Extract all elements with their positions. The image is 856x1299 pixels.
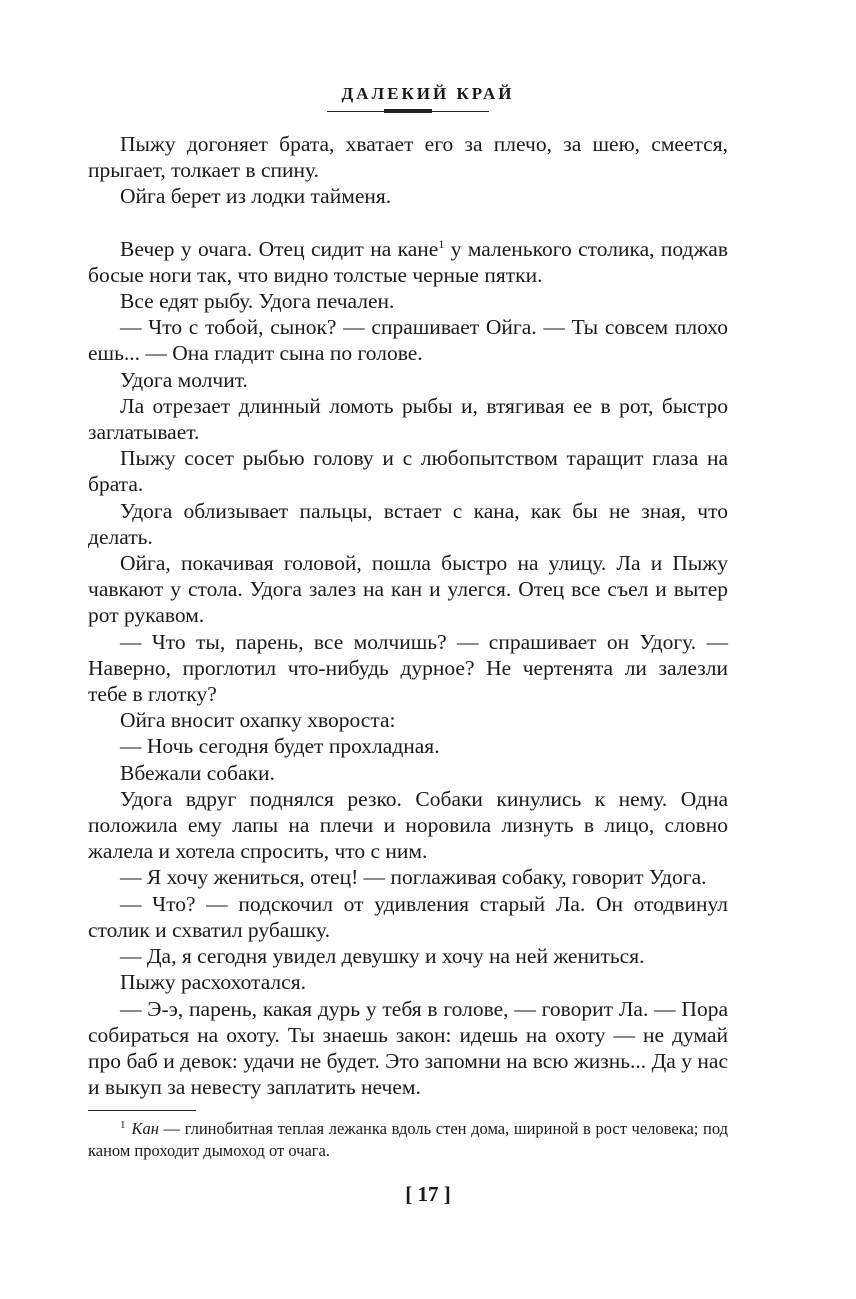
- paragraph: — Что? — подскочил от удивления старый Ла. Он отодвинул столик и схватил рубашку.: [88, 891, 728, 942]
- paragraph: Ойга вносит охапку хвороста:: [120, 708, 396, 733]
- paragraph: — Что с тобой, сынок? — спрашивает Ойга. — Ты совсем плохо ешь... — Она гладит сына по голове.: [88, 315, 728, 366]
- footnote-rule: [88, 1110, 196, 1111]
- main-text: [88, 131, 728, 1100]
- paragraph-text: Вечер у очага. Отец сидит на кане: [120, 236, 439, 261]
- paragraph: Вбежали собаки.: [120, 760, 275, 785]
- paragraph: Удога вдруг поднялся резко. Собаки кинулись к нему. Одна положила ему лапы на плечи и норовила лизнуть в лицо, словно жалела и хотела спросить, что с ним.: [88, 786, 728, 864]
- paragraph: — Я хочу жениться, отец! — поглаживая собаку, говорит Удога.: [120, 865, 707, 890]
- footnote-term: Кан: [131, 1119, 159, 1138]
- page-number: [ 17 ]: [405, 1182, 451, 1206]
- paragraph: — Что ты, парень, все молчишь? — спрашивает он Удогу. — Наверно, проглотил что-нибудь дурное? Не чертенята ли залезли тебе в глотку?: [88, 629, 728, 707]
- paragraph: Ойга, покачивая головой, пошла быстро на улицу. Ла и Пыжу чавкают у стола. Удога залез на кан и улегся. Отец все съел и вытер рот рукавом.: [88, 551, 728, 628]
- paragraph: — Э-э, парень, какая дурь у тебя в голове, — говорит Ла. — Пора собираться на охоту. Ты знаешь закон: идешь на охоту — не думай про баб и девок: удачи не будет. Это запомни на всю жизнь... Да у нас и выкуп за невесту заплатить нечем.: [88, 996, 728, 1100]
- paragraph: — Ночь сегодня будет прохладная.: [120, 734, 440, 759]
- paragraph: Удога облизывает пальцы, встает с кана, как бы не зная, что делать.: [88, 498, 728, 549]
- footnote-reference[interactable]: 1: [438, 236, 445, 251]
- paragraph: Пыжу сосет рыбью голову и с любопытством таращит глаза на брата.: [88, 446, 728, 497]
- paragraph: — Да, я сегодня увидел девушку и хочу на ней жениться.: [120, 944, 645, 969]
- paragraph: Все едят рыбу. Удога печален.: [120, 289, 395, 314]
- footnote-text: — глинобитная теплая лежанка вдоль стен дома, шириной в рост человека; под каном проходит дымоход от очага.: [88, 1119, 728, 1160]
- paragraph: Удога молчит.: [120, 367, 248, 392]
- paragraph-text: у маленького столика, поджав босые ноги так, что видно толстые черные пятки.: [88, 236, 729, 287]
- running-title: ДАЛЕКИЙ КРАЙ: [341, 84, 515, 103]
- header-rule-accent: [384, 109, 432, 113]
- footnote-number: 1: [120, 1119, 126, 1131]
- paragraph: [88, 236, 728, 288]
- footnote: [88, 1118, 728, 1162]
- paragraph: Ла отрезает длинный ломоть рыбы и, втягивая ее в рот, быстро заглатывает.: [88, 393, 728, 445]
- paragraph: Ойга берет из лодки тайменя.: [120, 184, 392, 209]
- paragraph: Пыжу расхохотался.: [120, 970, 306, 995]
- paragraph: Пыжу догоняет брата, хватает его за плечо, за шею, смеется, прыгает, толкает в спину.: [88, 132, 728, 183]
